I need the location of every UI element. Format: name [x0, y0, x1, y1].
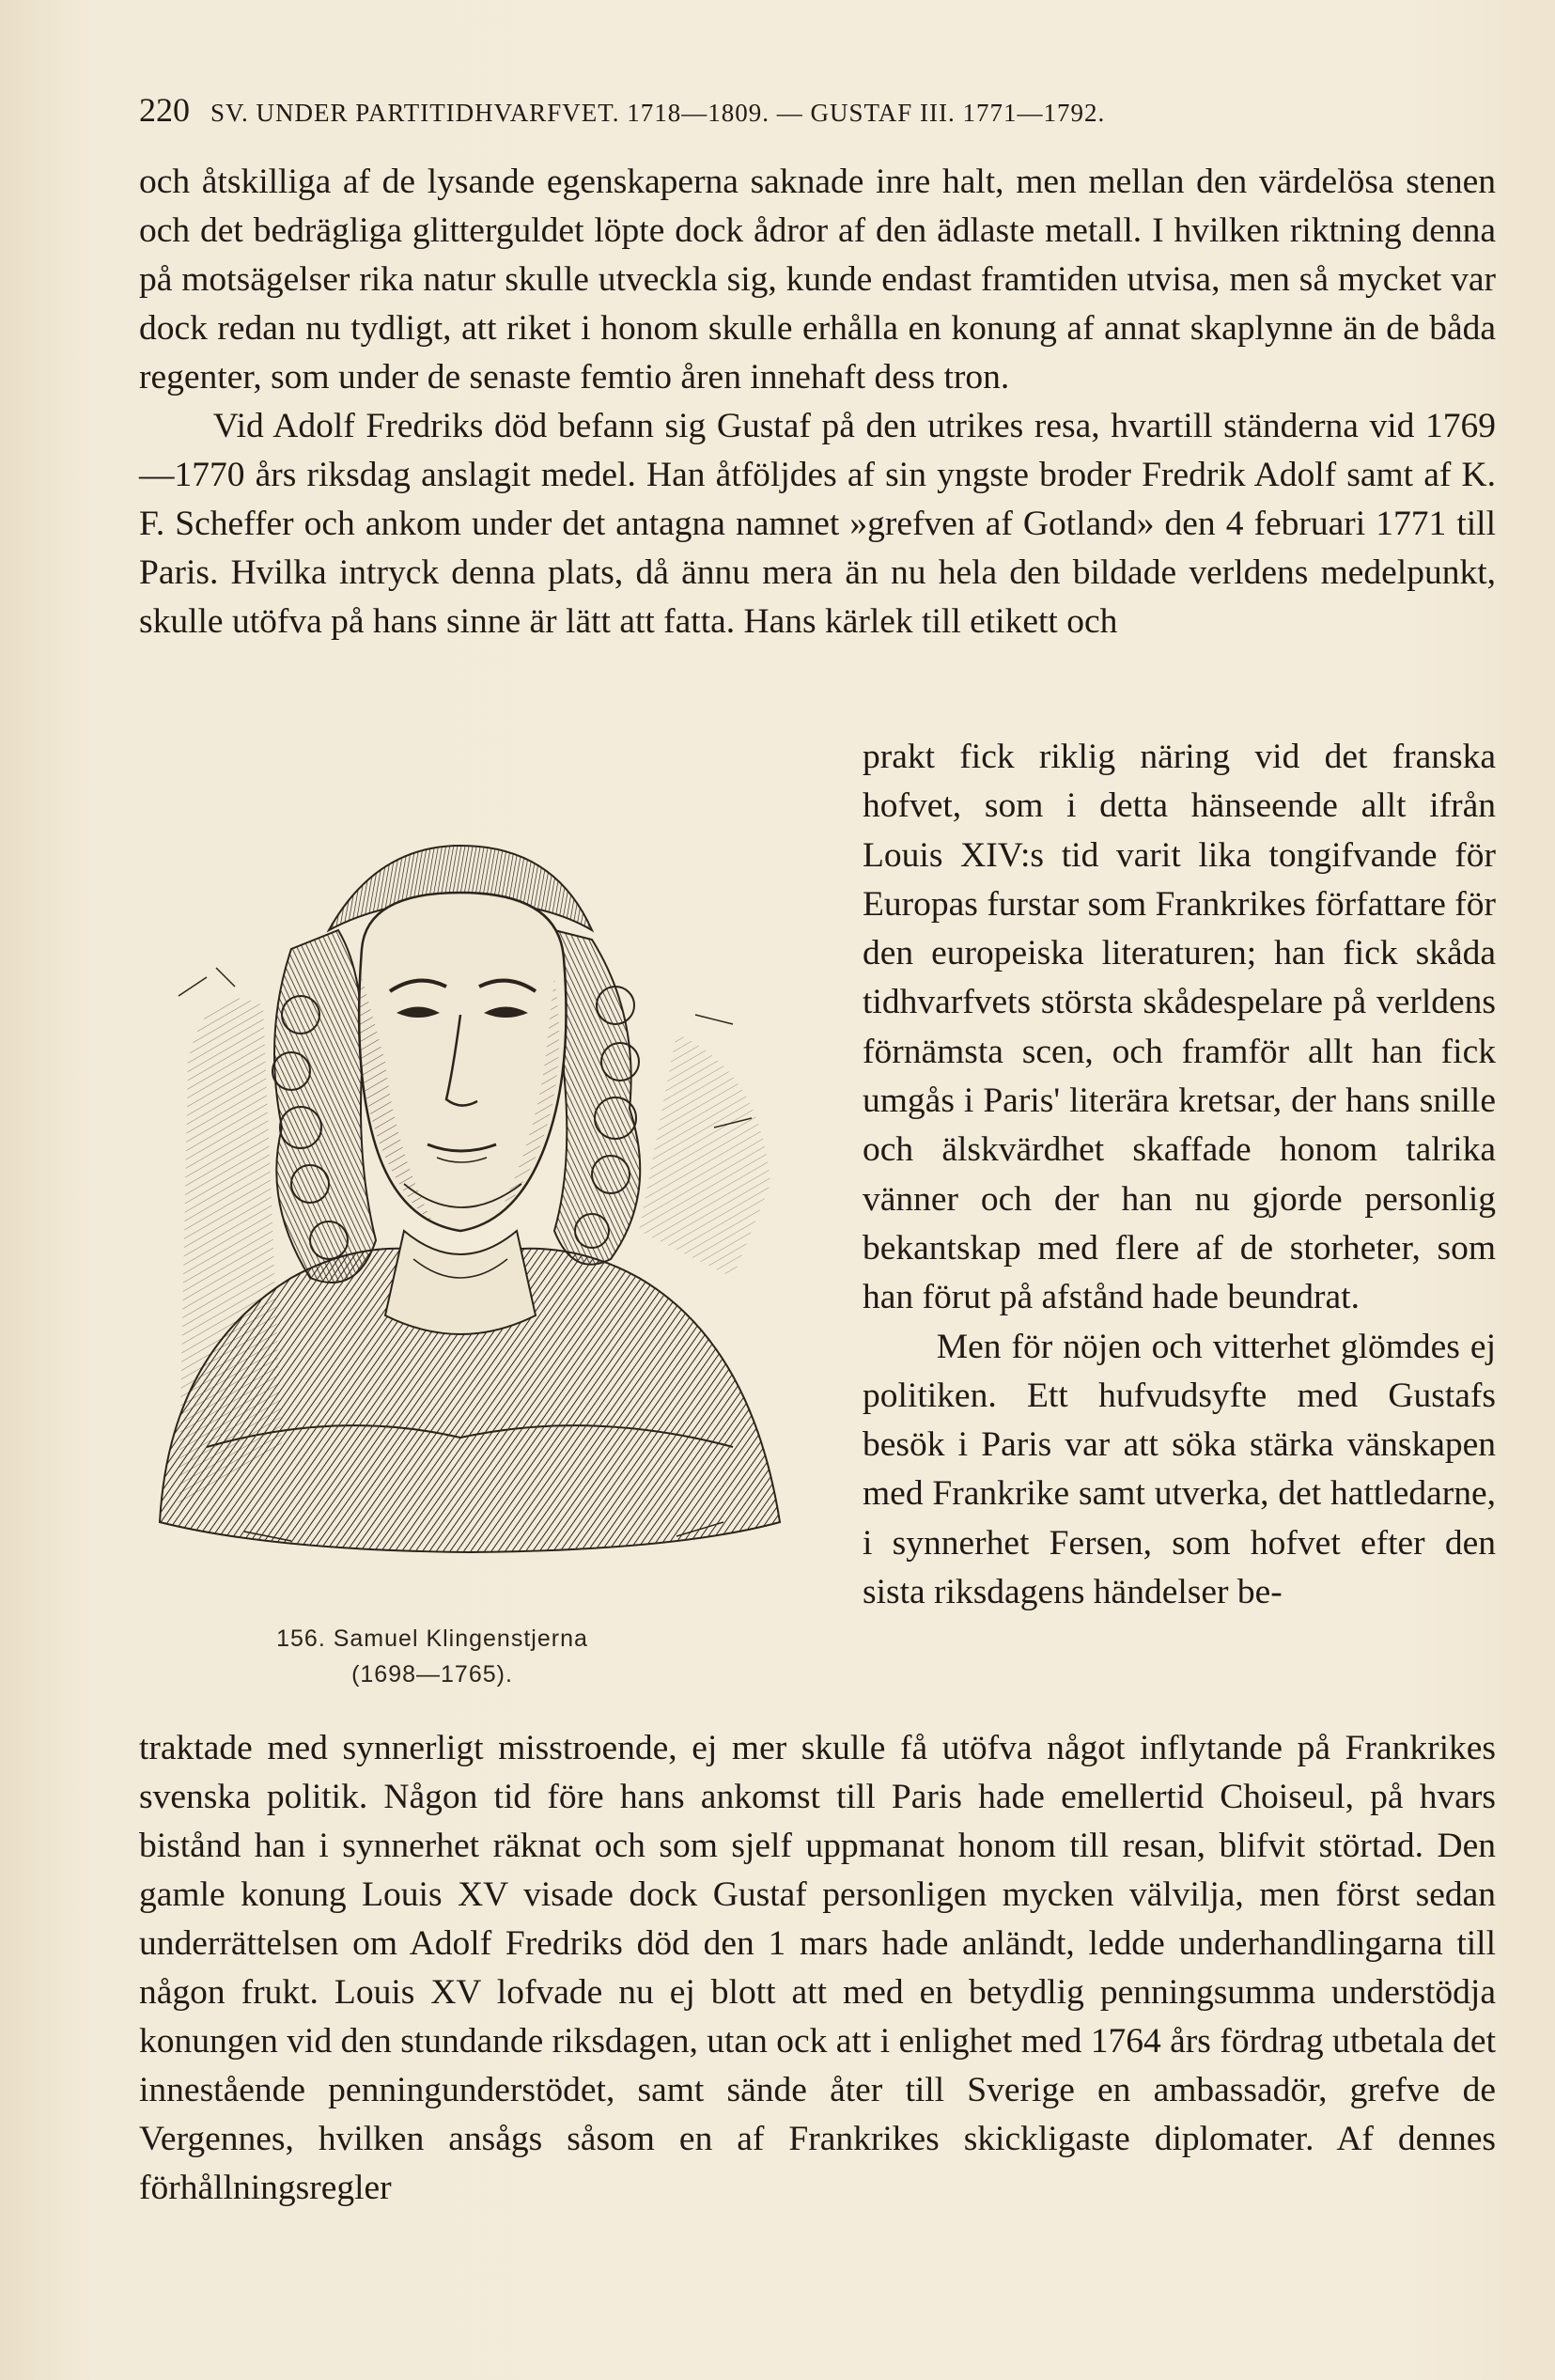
caption-title: 156. Samuel Klingenstjerna [276, 1626, 588, 1652]
paragraph-wrap-a: prakt fick riklig näring vid det franska hofvet, som i detta hänseende allt ifrån Louis XIV:s tid varit lika tongifvande för Europas furstar som Frankrikes författare för den europeiska literaturen; han fick skåda tidhvarfvets största skådespelare på verldens förnämsta scen, och framför allt han fick umgås i Paris' literära kretsar, der hans snille och älskvärdhet skaffade honom talrika vänner och der han nu gjorde personlig bekantskap med flere af de storheter, som han förut på afstånd hade beundrat. [863, 738, 1496, 1317]
portrait-engraving [150, 789, 808, 1691]
paragraph-bottom: traktade med synnerligt misstroende, ej mer skulle få utöfva något inflytande på Frankrikes svenska politik. Någon tid före hans ankomst till Paris hade emellertid Choiseul, på hvars bistånd han i synnerhet räknat och som sjelf uppmanat honom till resan, blifvit störtad. Den gamle konung Louis XV visade dock Gustaf personligen mycken välvilja, men först sedan underrättelsen om Adolf Fredriks död den 1 mars hade anländt, ledde underhandlingarna till någon frukt. Louis XV lofvade nu ej blott att med en betydlig penningsumma understödja konungen vid den stundande riksdagen, utan ock att i enlighet med 1764 års fördrag utbetala det innestående penningunderstödet, samt sände åter till Sverige en ambassadör, grefve de Vergennes, hvilken ansågs såsom en af Frankrikes skickligaste diplomater. Af dennes förhållningsregler [139, 1729, 1496, 2207]
wrapped-text-column [863, 733, 1496, 1617]
portrait-illustration [150, 789, 808, 1616]
bottom-text-block [139, 1724, 1496, 2213]
figure-caption [169, 1621, 695, 1692]
running-title: SV. UNDER PARTITIDHVARFVET. 1718—1809. — GUSTAF III. 1771—1792. [210, 99, 1106, 127]
paragraph-top: och åtskilliga af de lysande egenskaperna saknade inre halt, men mellan den värdelösa stenen och det bedrägliga glitterguldet löpte dock ådror af den ädlaste metall. I hvilken riktning denna på motsägelser rika natur skulle utveckla sig, kunde endast framtiden utvisa, men så mycket var dock redan nu tydligt, att riket i honom skulle erhålla en konung af annat skaplynne än de båda regenter, som under de senaste femtio åren innehaft dess tron. [139, 163, 1496, 397]
running-header [139, 90, 1473, 130]
top-text-block [139, 158, 1496, 646]
caption-dates: (1698—1765). [351, 1661, 513, 1688]
paragraph-wrap-b: Men för nöjen och vitterhet glömdes ej politiken. Ett hufvudsyfte med Gustafs besök i Paris var att söka stärka vänskapen med Frankrike samt utverka, det hattledarne, i synnerhet Fersen, som hofvet efter den sista riksdagens händelser be- [863, 1327, 1496, 1612]
paragraph-second: Vid Adolf Fredriks död befann sig Gustaf på den utrikes resa, hvartill ständerna vid 1769—1770 års riksdag anslagit medel. Han åtföljdes af sin yngste broder Fredrik Adolf samt af K. F. Scheffer och ankom under det antagna namnet »grefven af Gotland» den 4 februari 1771 till Paris. Hvilka intryck denna plats, då ännu mera än nu hela den bildade verldens medelpunkt, skulle utöfva på hans sinne är lätt att fatta. Hans kärlek till etikett och [139, 407, 1496, 641]
page-number: 220 [139, 91, 190, 129]
